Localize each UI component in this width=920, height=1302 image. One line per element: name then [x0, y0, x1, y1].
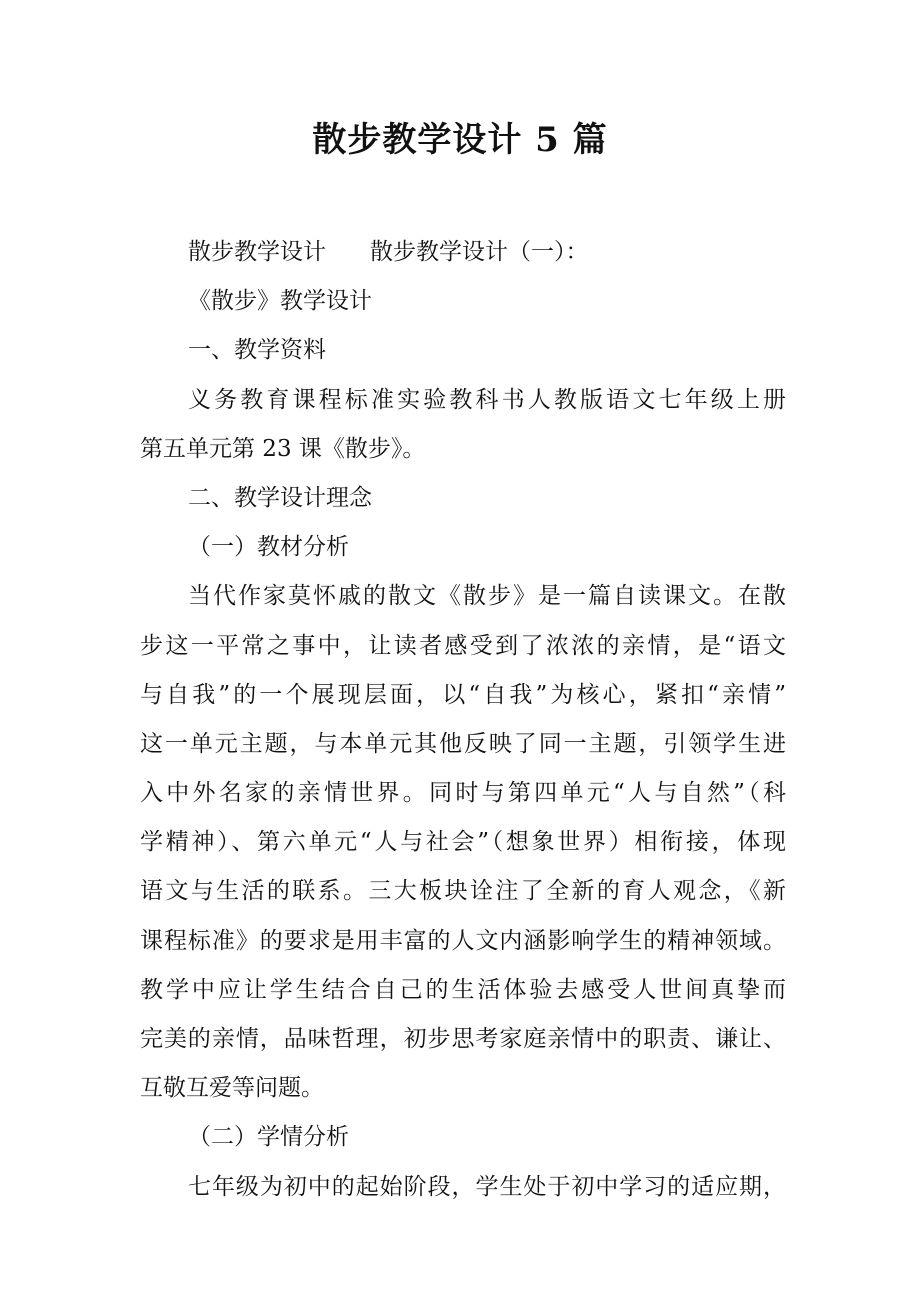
intro-line [140, 228, 786, 277]
lesson-subtitle: 《散步》教学设计 [188, 288, 372, 315]
subsection-heading-2: （二）学情分析 [188, 1124, 349, 1151]
paragraph-2-line-1: 当代作家莫怀戚的散文《散步》是一篇自读课文。在散 [188, 583, 786, 610]
paragraph-2-line-8: 课程标准》的要求是用丰富的人文内涵影响学生的精神领域。 [140, 927, 786, 954]
paragraph-2-line-2: 步这一平常之事中，让读者感受到了浓浓的亲情，是“语文 [140, 632, 786, 659]
paragraph-2-line-11: 互敬互爱等问题。 [140, 1075, 324, 1102]
paragraph-2-line-9: 教学中应让学生结合自己的生活体验去感受人世间真挚而 [140, 976, 786, 1003]
paragraph-1-line-1: 义务教育课程标准实验教科书人教版语文七年级上册 [188, 386, 786, 413]
paragraph-2-line-5: 入中外名家的亲情世界。同时与第四单元“人与自然”（科 [140, 780, 786, 807]
document-body [140, 228, 786, 1212]
paragraph-2-line-4: 这一单元主题，与本单元其他反映了同一主题，引领学生进 [140, 730, 786, 757]
paragraph-2-line-7: 语文与生活的联系。三大板块诠注了全新的育人观念，《新 [140, 878, 786, 905]
paragraph-1-line-2: 第五单元第 23 课《散步》。 [140, 435, 426, 462]
intro-heading: 散步教学设计（一）： [370, 239, 589, 265]
document-title: 散步教学设计 5 篇 [312, 120, 608, 160]
paragraph-2-line-3: 与自我”的一个展现层面，以“自我”为核心，紧扣“亲情” [140, 681, 786, 708]
intro-label: 散步教学设计 [188, 239, 326, 265]
paragraph-2-line-10: 完美的亲情，品味哲理，初步思考家庭亲情中的职责、谦让、 [140, 1026, 786, 1052]
subsection-heading-1: （一）教材分析 [188, 534, 349, 561]
paragraph-3-line-1: 七年级为初中的起始阶段，学生处于初中学习的适应期， [188, 1173, 786, 1200]
section-heading-2: 二、教学设计理念 [188, 484, 372, 511]
section-heading-1: 一、教学资料 [188, 337, 326, 364]
paragraph-2-line-6: 学精神）、第六单元“人与社会”（想象世界）相衔接，体现 [140, 829, 786, 856]
